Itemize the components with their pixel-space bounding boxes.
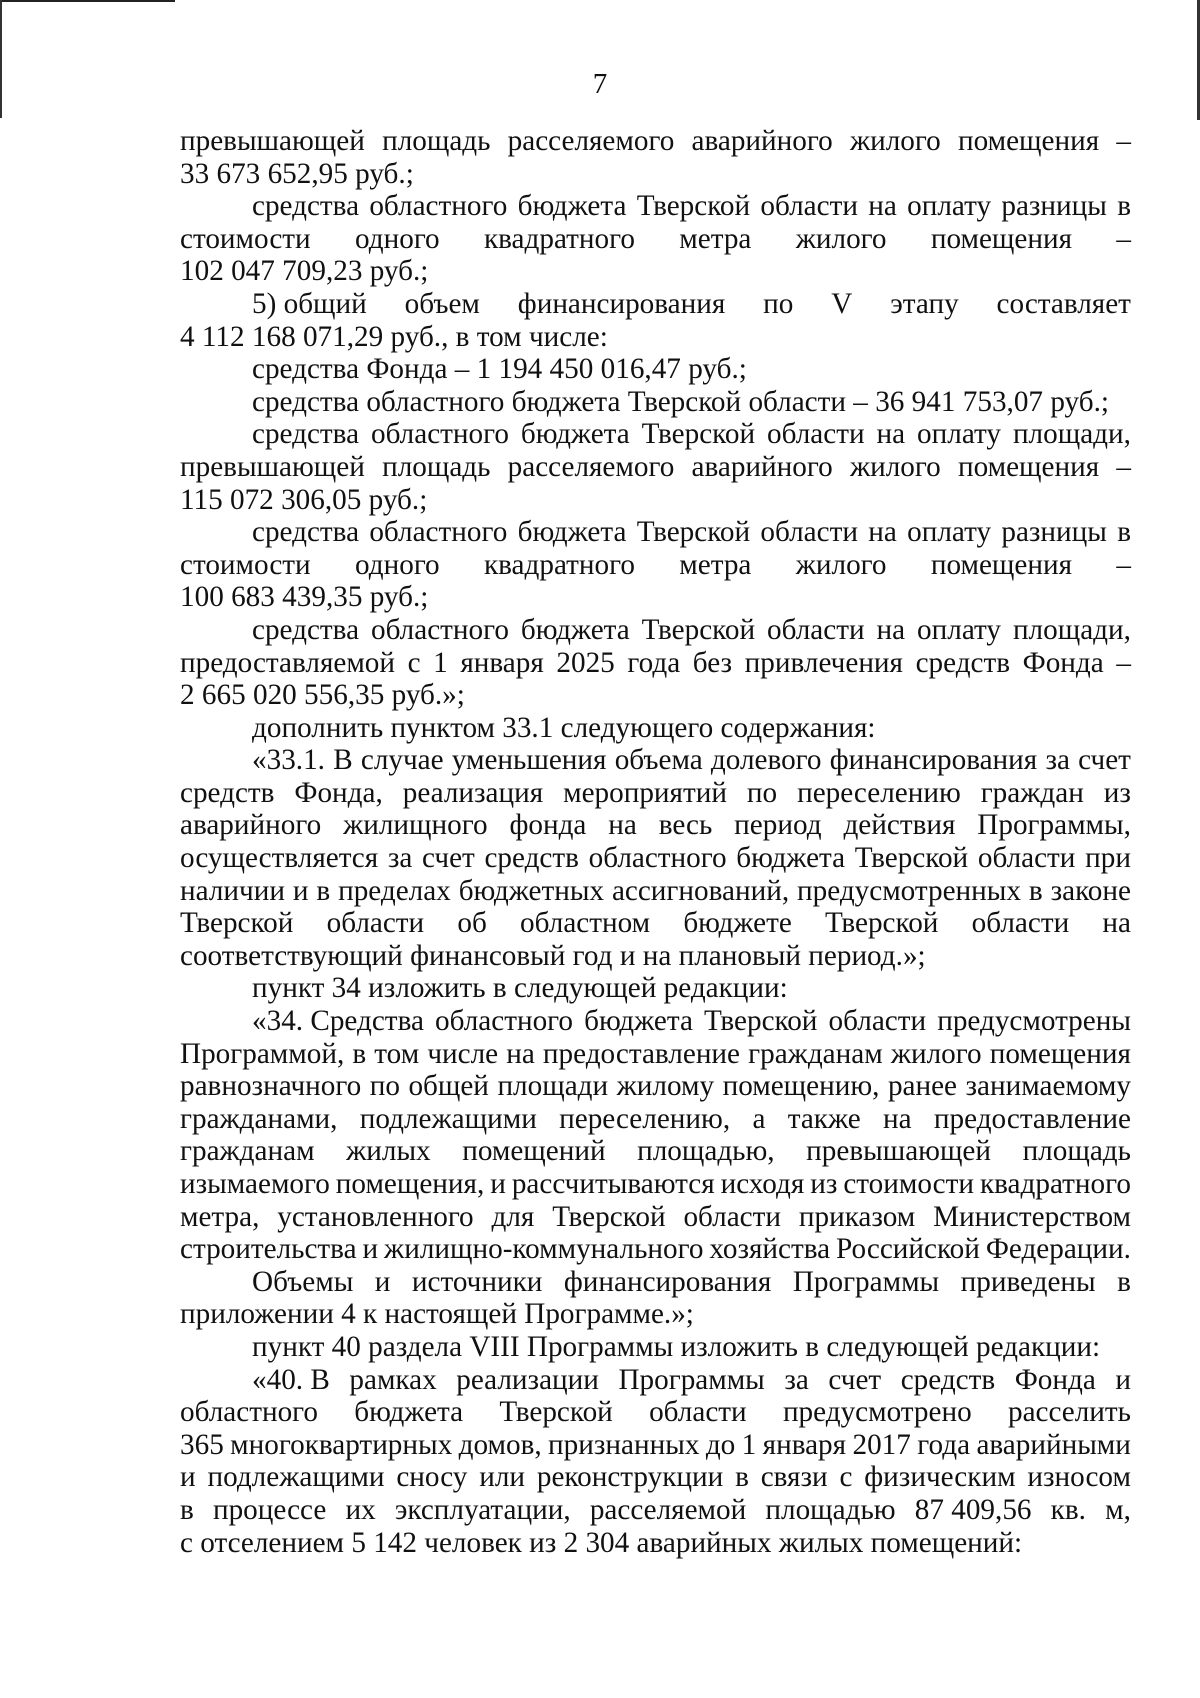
text-word: средств: [484, 842, 579, 875]
text-word: Фонда: [1014, 1363, 1096, 1396]
text-word: подлежащими: [207, 1461, 385, 1494]
text-word: средств: [900, 1363, 996, 1396]
text-line: [180, 1070, 1131, 1103]
text-word: осуществляется: [180, 842, 379, 875]
text-word: аварийного: [691, 450, 833, 483]
text-word: по: [746, 776, 778, 809]
text-word: сносу: [396, 1461, 468, 1494]
text-word: областного: [370, 418, 509, 451]
text-line: [180, 1429, 1131, 1462]
text-word: Объемы: [252, 1265, 354, 1298]
text-word: с: [407, 646, 421, 679]
text-line: [180, 549, 1131, 582]
text-word: года: [627, 646, 681, 679]
text-word: помещения,: [335, 1168, 485, 1200]
text-word: связи: [760, 1461, 828, 1494]
text-word: переселению: [797, 776, 961, 809]
text-word: кв.: [1050, 1493, 1086, 1526]
text-word: Тверской: [854, 842, 969, 875]
text-line: 4 112 168 071,29 руб., в том числе:: [180, 320, 608, 353]
text-word: областного: [369, 190, 508, 223]
text-word: области: [683, 1200, 782, 1233]
text-word: 5) общий: [252, 287, 367, 320]
text-word: площадь: [382, 450, 491, 483]
text-word: объем: [404, 287, 480, 320]
text-word: составляет: [996, 287, 1131, 320]
text-word: 87 409,56: [914, 1493, 1032, 1526]
text-line: 100 683 439,35 руб.;: [180, 581, 429, 614]
text-line: пункт 40 раздела VIII Программы изложить в следующей редакции:: [252, 1330, 1101, 1363]
text-line: [180, 451, 1131, 484]
text-line: приложении 4 к настоящей Программе.»;: [180, 1298, 694, 1331]
text-word: жилого: [849, 450, 941, 483]
text-word: области: [767, 418, 865, 451]
text-line: [180, 1233, 1131, 1266]
text-line: [180, 288, 1131, 321]
text-word: реконструкции: [536, 1461, 724, 1494]
text-word: финансирования: [829, 744, 1038, 777]
text-line: [180, 1461, 1131, 1494]
text-word: площади: [497, 1070, 609, 1103]
text-word: области: [326, 907, 425, 940]
text-word: и: [292, 874, 309, 907]
text-word: и: [374, 1265, 391, 1298]
text-line: [180, 1005, 1131, 1038]
text-word: помещения: [957, 125, 1100, 157]
text-word: Тверской: [641, 613, 756, 646]
text-line: [180, 1135, 1131, 1168]
text-word: средств: [180, 776, 275, 809]
text-word: Программы: [792, 1265, 940, 1298]
text-word: уменьшения: [451, 744, 607, 777]
text-word: помещения: [989, 1037, 1131, 1070]
text-word: рамках: [349, 1363, 437, 1396]
text-word: января: [762, 1428, 847, 1461]
text-word: весь: [658, 809, 713, 842]
text-word: из: [1103, 776, 1131, 809]
text-word: предусмотренных: [797, 874, 1021, 907]
text-line: [180, 647, 1131, 680]
text-word: строительства: [180, 1233, 357, 1266]
text-word: стоимости: [843, 1168, 975, 1200]
text-word: действия: [843, 809, 956, 842]
text-word: «40. В: [252, 1363, 330, 1396]
text-word: области: [767, 613, 865, 646]
text-line: [180, 516, 1131, 549]
text-word: и: [1115, 1363, 1131, 1396]
text-word: реализации: [456, 1363, 599, 1396]
text-word: помещения: [930, 222, 1073, 255]
text-word: средства: [252, 613, 360, 646]
text-word: площадь: [1022, 1135, 1131, 1168]
text-word: одного: [355, 548, 440, 581]
text-word: том: [374, 1037, 420, 1070]
text-word: 365: [180, 1428, 224, 1461]
text-word: областного: [369, 516, 508, 549]
text-word: жилого: [890, 1037, 982, 1070]
text-line: [180, 842, 1131, 875]
text-word: а: [752, 1102, 766, 1135]
text-word: Фонда: [1022, 646, 1104, 679]
text-word: финансирования: [517, 287, 726, 320]
text-word: предоставление: [542, 1037, 741, 1070]
text-word: финансирования: [563, 1265, 772, 1298]
text-word: Тверской: [641, 418, 756, 451]
text-word: жилищного: [343, 809, 488, 842]
text-word: и: [362, 1233, 379, 1266]
text-word: стоимости: [180, 548, 311, 581]
text-word: Программы: [618, 1363, 765, 1396]
text-word: гражданам: [748, 1037, 883, 1070]
text-word: граждан: [980, 776, 1084, 809]
text-word: области: [649, 1396, 747, 1429]
text-word: занимаемому: [965, 1070, 1131, 1103]
text-word: оплату: [907, 516, 992, 549]
text-word: пределах: [338, 874, 451, 907]
text-word: квадратного: [483, 548, 635, 581]
text-word: по: [763, 287, 794, 320]
text-word: стоимости: [180, 222, 311, 255]
text-word: площади,: [1012, 613, 1131, 646]
text-word: об: [457, 907, 487, 940]
text-word: областного: [588, 842, 727, 875]
text-line: [180, 809, 1131, 842]
text-word: средства: [252, 190, 360, 223]
text-word: признанных: [548, 1428, 700, 1461]
text-line: [180, 744, 1131, 777]
text-word: бюджета: [517, 190, 627, 223]
text-word: жилому: [616, 1070, 715, 1103]
scan-edge-top: [0, 0, 175, 2]
text-word: эксплуатации,: [394, 1493, 571, 1526]
text-word: исходя: [720, 1168, 805, 1200]
text-word: области: [760, 190, 858, 223]
text-word: и: [490, 1168, 506, 1200]
text-word: в: [316, 874, 331, 907]
text-word: домов,: [458, 1428, 542, 1461]
text-word: помещению,: [722, 1070, 880, 1103]
text-word: помещения: [930, 548, 1073, 581]
text-word: января: [460, 646, 544, 679]
text-line: [180, 1494, 1131, 1527]
text-word: года: [917, 1428, 971, 1461]
text-word: на: [1102, 907, 1131, 940]
text-word: счет: [828, 1363, 882, 1396]
text-word: за: [387, 842, 413, 875]
text-word: многоквартирных: [230, 1428, 453, 1461]
text-line: [180, 614, 1131, 647]
text-word: гражданами,: [180, 1102, 338, 1135]
text-word: оплату: [917, 613, 1001, 646]
text-word: разницы: [1001, 516, 1107, 549]
text-word: наличии: [180, 874, 285, 907]
text-word: предоставляемой: [180, 646, 396, 679]
text-line: соответствующий финансовый год и на плановый период.»;: [180, 939, 926, 972]
text-word: жилого: [849, 125, 941, 157]
text-line: [180, 1103, 1131, 1136]
text-word: 1: [741, 1428, 757, 1461]
text-word: бюджета: [736, 842, 846, 875]
text-word: ассигнований,: [611, 874, 790, 907]
text-word: законе: [1050, 874, 1131, 907]
text-word: фонда: [509, 809, 587, 842]
text-word: аварийного: [691, 125, 833, 157]
text-line: [180, 1266, 1131, 1299]
text-line: 115 072 306,05 руб.;: [180, 483, 428, 516]
text-word: расселяемой: [589, 1493, 747, 1526]
text-word: предоставление: [933, 1102, 1131, 1135]
text-word: области: [971, 907, 1070, 940]
text-line: 33 673 652,95 руб.;: [180, 157, 414, 190]
text-word: предусмотрено: [782, 1396, 972, 1429]
text-word: Тверской: [636, 190, 751, 223]
text-word: жилого: [795, 222, 887, 255]
text-word: привлечения: [744, 646, 903, 679]
text-line: [180, 907, 1131, 940]
text-line: пункт 34 изложить в следующей редакции:: [252, 972, 788, 1005]
text-word: физическим: [864, 1461, 1016, 1494]
text-word: гражданам: [180, 1135, 315, 1168]
text-word: помещений: [462, 1135, 606, 1168]
text-word: Программы,: [977, 809, 1131, 842]
text-word: с: [839, 1461, 853, 1494]
text-word: превышающей: [180, 450, 365, 483]
text-word: источники: [411, 1265, 543, 1298]
text-word: на: [876, 613, 906, 646]
text-word: износом: [1027, 1461, 1131, 1494]
text-word: метра,: [180, 1200, 260, 1233]
text-word: рассчитываются: [511, 1168, 715, 1200]
text-word: подлежащими: [359, 1102, 537, 1135]
text-word: этапу: [890, 287, 959, 320]
text-word: на: [608, 809, 637, 842]
text-word: мероприятий: [563, 776, 727, 809]
text-word: областном: [520, 907, 651, 940]
text-word: или: [479, 1461, 526, 1494]
text-line: [180, 1038, 1131, 1071]
text-line: дополнить пунктом 33.1 следующего содержания:: [252, 711, 876, 744]
text-word: без: [692, 646, 733, 679]
document-body: [180, 125, 1131, 1559]
text-word: объема: [614, 744, 703, 777]
text-word: при: [1085, 842, 1131, 875]
text-word: из: [810, 1168, 838, 1200]
text-word: 1: [433, 646, 448, 679]
text-word: площадью: [765, 1493, 896, 1526]
text-word: бюджета: [354, 1396, 464, 1429]
text-word: переселению,: [559, 1102, 731, 1135]
text-word: для: [491, 1200, 535, 1233]
text-word: бюджетных: [458, 874, 605, 907]
text-word: на: [876, 418, 906, 451]
text-word: Тверской: [636, 516, 751, 549]
text-word: период: [734, 809, 822, 842]
text-word: 2017: [852, 1428, 911, 1461]
text-word: области: [828, 1005, 927, 1038]
text-word: помещения: [957, 450, 1100, 483]
text-word: «34. Средства: [252, 1005, 424, 1038]
text-word: средства: [252, 418, 360, 451]
text-word: Программой,: [180, 1037, 345, 1070]
text-word: ранее: [887, 1070, 958, 1103]
text-word: Министерством: [933, 1200, 1131, 1233]
text-word: –: [1116, 125, 1131, 157]
text-word: Тверской: [499, 1396, 613, 1429]
text-word: равнозначного: [180, 1070, 362, 1103]
text-word: их: [345, 1493, 376, 1526]
text-word: по: [369, 1070, 400, 1103]
text-word: площади,: [1012, 418, 1131, 451]
text-word: на: [868, 190, 897, 223]
text-line: средства Фонда – 1 194 450 016,47 руб.;: [252, 353, 747, 386]
text-line: [180, 125, 1131, 158]
text-line: 2 665 020 556,35 руб.»;: [180, 679, 465, 712]
text-line: [180, 190, 1131, 223]
text-word: площадь: [382, 125, 491, 157]
text-word: приказом: [798, 1200, 916, 1233]
text-word: числе: [427, 1037, 499, 1070]
text-line: [180, 418, 1131, 451]
text-word: хозяйства: [709, 1233, 831, 1266]
text-word: аварийного: [180, 809, 322, 842]
text-word: оплату: [907, 190, 992, 223]
text-word: на: [868, 516, 897, 549]
text-word: бюджета: [517, 516, 627, 549]
text-word: счет: [422, 842, 475, 875]
text-line: [180, 777, 1131, 810]
text-word: областного: [180, 1396, 318, 1429]
text-word: квадратного: [979, 1168, 1131, 1200]
text-word: расселить: [1007, 1396, 1131, 1429]
text-line: [180, 875, 1131, 908]
text-word: общей: [408, 1070, 489, 1103]
text-word: и: [180, 1461, 196, 1494]
text-line: с отселением 5 142 человек из 2 304 аварийных жилых помещений:: [180, 1526, 1023, 1559]
text-word: Тверской: [180, 907, 294, 940]
text-word: –: [1116, 222, 1131, 255]
text-word: в: [1117, 1265, 1131, 1298]
text-word: бюджета: [520, 418, 630, 451]
text-word: на: [506, 1037, 535, 1070]
text-word: расселяемого: [507, 125, 675, 157]
text-word: за: [784, 1363, 809, 1396]
text-word: приведены: [960, 1265, 1096, 1298]
text-line: [180, 1396, 1131, 1429]
text-word: –: [1116, 548, 1131, 581]
text-word: В: [333, 744, 353, 777]
text-word: Фонда,: [294, 776, 383, 809]
text-word: бюджете: [683, 907, 792, 940]
text-word: оплату: [917, 418, 1001, 451]
text-word: также: [787, 1102, 861, 1135]
text-word: жилищно-коммунального: [384, 1233, 704, 1266]
text-word: м,: [1105, 1493, 1131, 1526]
text-word: предусмотрены: [937, 1005, 1131, 1038]
text-line: 102 047 709,23 руб.;: [180, 255, 429, 288]
text-word: метра: [679, 222, 752, 255]
text-word: бюджета: [520, 613, 630, 646]
text-word: до: [705, 1428, 736, 1461]
text-word: –: [1116, 646, 1131, 679]
text-word: Тверской: [552, 1200, 666, 1233]
text-word: площадью,: [637, 1135, 775, 1168]
text-word: на: [883, 1102, 912, 1135]
text-word: средства: [252, 516, 360, 549]
page-number: 7: [592, 68, 608, 100]
text-word: одного: [355, 222, 440, 255]
text-word: случае: [360, 744, 444, 777]
text-line: [180, 223, 1131, 256]
text-word: жилых: [346, 1135, 431, 1168]
text-line: [180, 1201, 1131, 1234]
text-word: –: [1116, 450, 1131, 483]
text-word: изымаемого: [180, 1168, 330, 1200]
text-word: в: [1117, 190, 1131, 223]
text-word: метра: [679, 548, 752, 581]
text-word: областного: [370, 613, 509, 646]
text-word: областного: [435, 1005, 574, 1038]
text-word: счет: [1078, 744, 1131, 777]
text-word: превышающей: [180, 125, 365, 157]
text-word: установленного: [277, 1200, 474, 1233]
text-word: расселяемого: [507, 450, 675, 483]
text-word: за: [1045, 744, 1070, 777]
text-line: [180, 1168, 1131, 1201]
text-word: в: [1117, 516, 1131, 549]
text-word: Тверской: [704, 1005, 818, 1038]
text-word: в: [735, 1461, 749, 1494]
text-line: средства областного бюджета Тверской области – 36 941 753,07 руб.;: [252, 385, 1109, 418]
text-word: разницы: [1001, 190, 1107, 223]
text-word: бюджета: [584, 1005, 693, 1038]
text-word: Федерации.: [985, 1233, 1131, 1266]
text-word: квадратного: [483, 222, 635, 255]
text-word: области: [760, 516, 858, 549]
text-word: аварийными: [976, 1428, 1131, 1461]
text-word: в: [352, 1037, 367, 1070]
text-word: в: [180, 1493, 194, 1526]
text-word: 2025: [556, 646, 615, 679]
text-word: жилого: [795, 548, 887, 581]
text-word: Российской: [836, 1233, 980, 1266]
text-word: средств: [915, 646, 1011, 679]
text-word: области: [977, 842, 1076, 875]
text-word: V: [831, 287, 853, 320]
text-word: превышающей: [806, 1135, 992, 1168]
text-word: реализация: [402, 776, 544, 809]
text-line: [180, 1364, 1131, 1397]
text-word: Тверской: [825, 907, 939, 940]
text-word: «33.1.: [252, 744, 325, 777]
text-word: процессе: [212, 1493, 327, 1526]
text-word: долевого: [710, 744, 822, 777]
text-word: в: [1028, 874, 1043, 907]
